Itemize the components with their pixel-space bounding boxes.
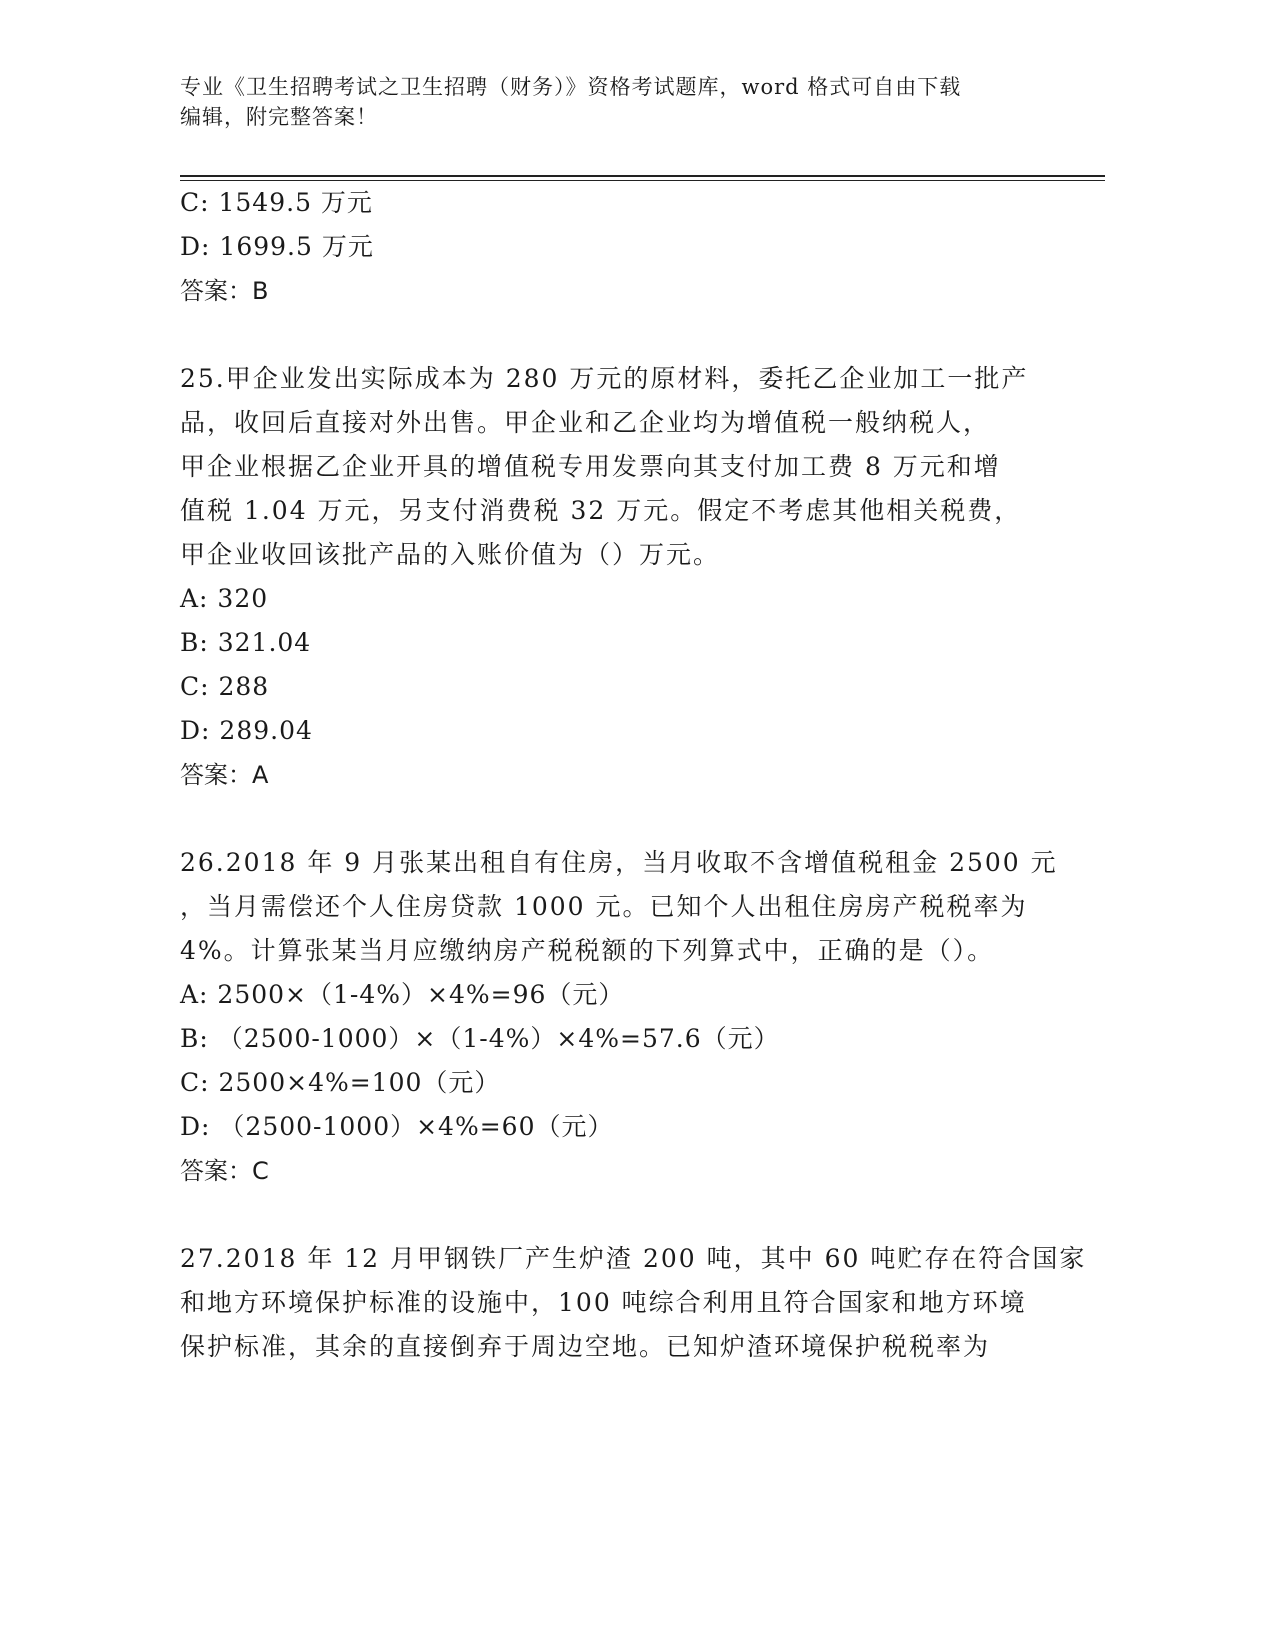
- header-line-1: 专业《卫生招聘考试之卫生招聘（财务）》资格考试题库，word 格式可自由下载: [180, 75, 962, 99]
- stem-line: 27.2018 年 12 月甲钢铁厂产生炉渣 200 吨，其中 60 吨贮存在符合国家: [180, 1244, 1087, 1273]
- header-rule-thick: [180, 175, 1105, 177]
- question-stem: [180, 357, 1060, 577]
- question-27: [180, 1237, 1087, 1369]
- option-d: D: 289.04: [180, 716, 313, 745]
- stem-line: 保护标准，其余的直接倒弃于周边空地。已知炉渣环境保护税税率为: [180, 1332, 991, 1361]
- question-24-tail: [180, 181, 1060, 313]
- option-b: B: 321.04: [180, 628, 312, 657]
- option-c: C: 2500×4%=100（元）: [180, 1068, 501, 1097]
- stem-line: 4%。计算张某当月应缴纳房产税税额的下列算式中，正确的是（）。: [180, 936, 995, 965]
- option-b: B: （2500-1000）×（1-4%）×4%=57.6（元）: [180, 1024, 780, 1053]
- spacer: [180, 797, 1060, 841]
- option-d: D: 1699.5 万元: [180, 232, 374, 261]
- question-stem: [180, 1237, 1087, 1369]
- answer-line: 答案：B: [180, 277, 269, 305]
- question-25: [180, 357, 1060, 797]
- answer-line: 答案：A: [180, 761, 269, 789]
- stem-line: 甲企业收回该批产品的入账价值为（）万元。: [180, 540, 721, 569]
- question-content: [180, 181, 1087, 1369]
- answer-line: 答案：C: [180, 1157, 269, 1185]
- spacer: [180, 1193, 1060, 1237]
- stem-line: 值税 1.04 万元，另支付消费税 32 万元。假定不考虑其他相关税费，: [180, 496, 1022, 525]
- option-d: D: （2500-1000）×4%=60（元）: [180, 1112, 614, 1141]
- option-a: A: 320: [180, 584, 269, 613]
- spacer: [180, 313, 1060, 357]
- stem-line: 甲企业根据乙企业开具的增值税专用发票向其支付加工费 8 万元和增: [180, 452, 1001, 481]
- question-stem: [180, 841, 1060, 973]
- option-c: C: 288: [180, 672, 270, 701]
- option-a: A: 2500×（1-4%）×4%=96（元）: [180, 980, 625, 1009]
- header-line-2: 编辑，附完整答案！: [180, 105, 378, 129]
- option-c: C: 1549.5 万元: [180, 188, 373, 217]
- question-26: [180, 841, 1060, 1193]
- page-header: [180, 72, 1060, 132]
- stem-line: 25.甲企业发出实际成本为 280 万元的原材料，委托乙企业加工一批产: [180, 364, 1029, 393]
- stem-line: 26.2018 年 9 月张某出租自有住房，当月收取不含增值税租金 2500 元: [180, 848, 1058, 877]
- stem-line: 和地方环境保护标准的设施中，100 吨综合利用且符合国家和地方环境: [180, 1288, 1027, 1317]
- stem-line: ，当月需偿还个人住房贷款 1000 元。已知个人出租住房房产税税率为: [180, 892, 1028, 921]
- stem-line: 品，收回后直接对外出售。甲企业和乙企业均为增值税一般纳税人，: [180, 408, 991, 437]
